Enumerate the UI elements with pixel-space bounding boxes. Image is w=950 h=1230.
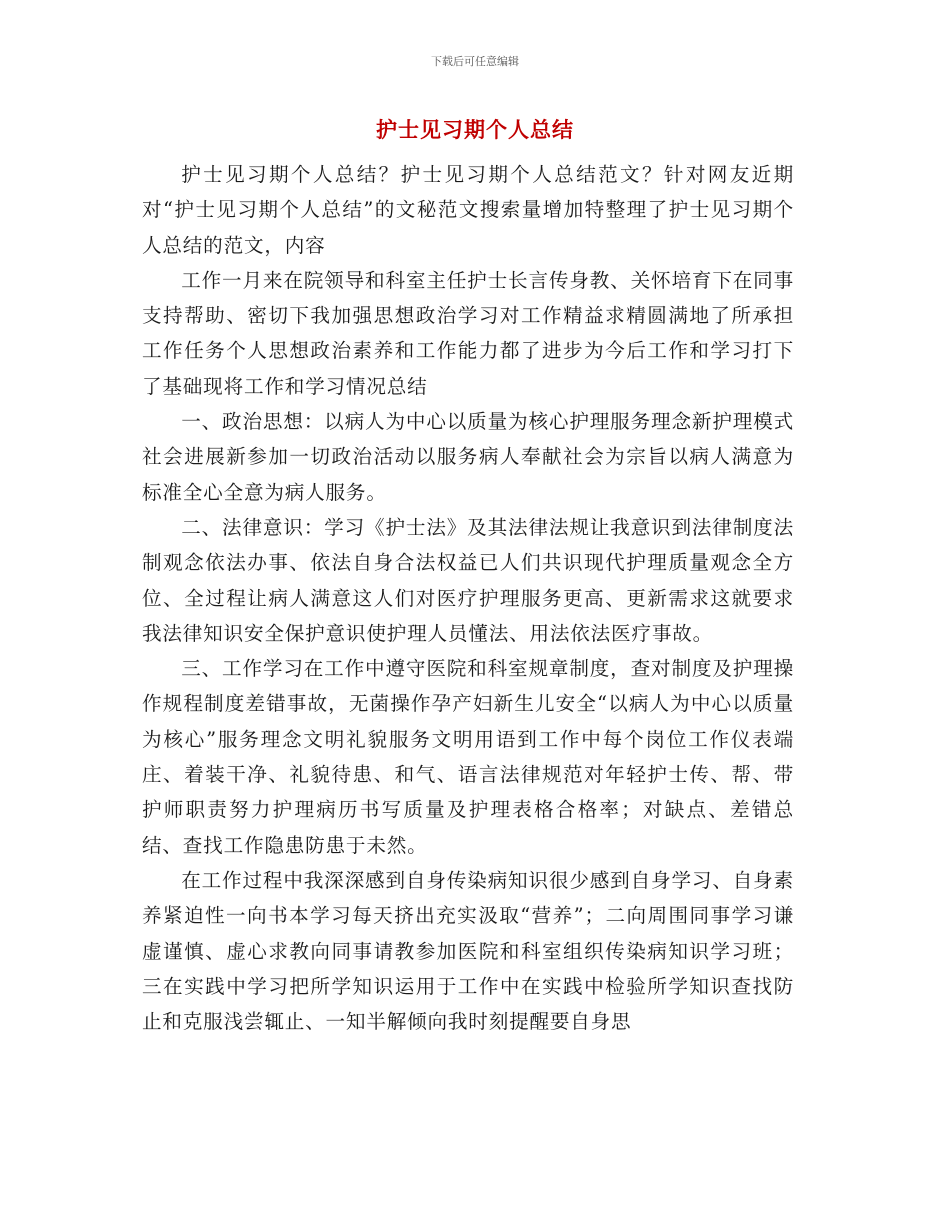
paragraph-intro: 护士见习期个人总结？护士见习期个人总结范文？针对网友近期对“护士见习期个人总结”的文秘范文搜索量增加特整理了护士见习期个人总结的范文，内容 [142,163,794,257]
paragraph-legal-awareness: 二、法律意识：学习《护士法》及其法律法规让我意识到法律制度法制观念依法办事、依法自身合法权益已人们共识现代护理质量观念全方位、全过程让病人满意这人们对医疗护理服务更高、更新需求这就要求我法律知识安全保护意识使护理人员懂法、用法依法医疗事故。 [142,515,794,645]
paragraph-political-thought: 一、政治思想：以病人为中心以质量为核心护理服务理念新护理模式社会进展新参加一切政治活动以服务病人奉献社会为宗旨以病人满意为标准全心全意为病人服务。 [142,410,794,504]
document-title: 护士见习期个人总结 [376,117,574,142]
header-note: 下载后可任意编辑 [431,55,519,68]
paragraph-work-study: 三、工作学习在工作中遵守医院和科室规章制度，查对制度及护理操作规程制度差错事故，无菌操作孕产妇新生儿安全“以病人为中心以质量为核心”服务理念文明礼貌服务文明用语到工作中每个岗位工作仪表端庄、着装干净、礼貌待患、和气、语言法律规范对年轻护士传、帮、带护师职责努力护理病历书写质量及护理表格合格率；对缺点、差错总结、查找工作隐患防患于未然。 [142,657,794,857]
paragraph-learning-process: 在工作过程中我深深感到自身传染病知识很少感到自身学习、自身素养紧迫性一向书本学习每天挤出充实汲取“营养”；二向周围同事学习谦虚谨慎、虚心求教向同事请教参加医院和科室组织传染病知识学习班；三在实践中学习把所学知识运用于工作中在实践中检验所学知识查找防止和克服浅尝辄止、一知半解倾向我时刻提醒要自身思 [142,868,794,1034]
paragraph-overview: 工作一月来在院领导和科室主任护士长言传身教、关怀培育下在同事支持帮助、密切下我加强思想政治学习对工作精益求精圆满地了所承担工作任务个人思想政治素养和工作能力都了进步为今后工作和学习打下了基础现将工作和学习情况总结 [142,268,794,398]
document-body [142,157,794,1039]
